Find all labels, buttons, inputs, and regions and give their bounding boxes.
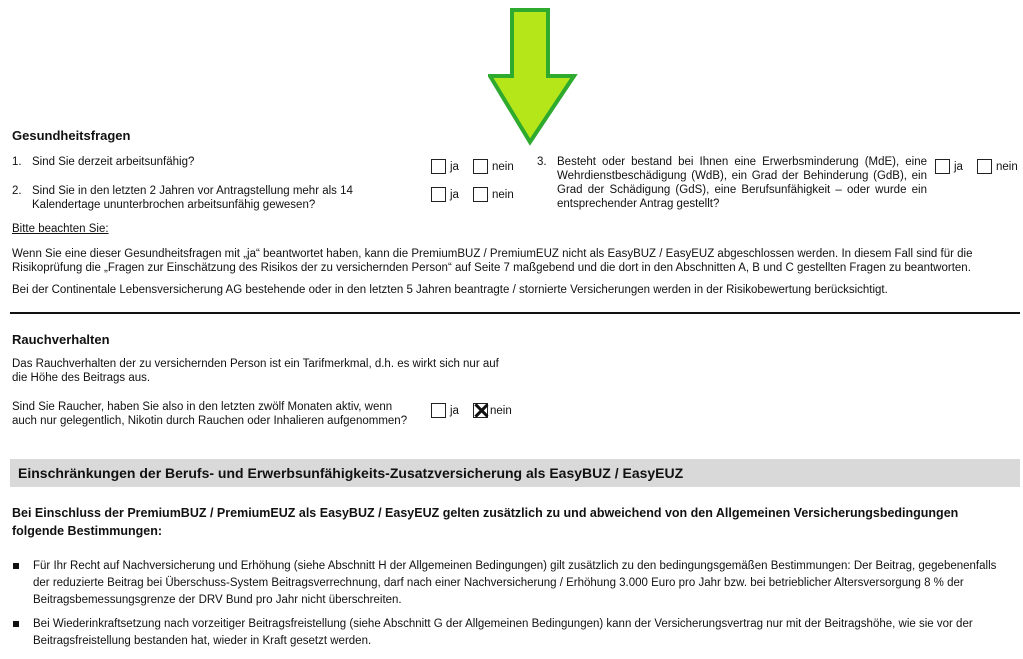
question-1-yes-checkbox[interactable] (431, 159, 446, 174)
question-3-no-checkbox[interactable] (977, 159, 992, 174)
note-title: Bitte beachten Sie: (12, 223, 109, 235)
note-text-2: Bei der Continentale Lebensversicherung AG bestehende oder in den letzten 5 Jahren beantragte / stornierte Versicherungen werden in der Risikobewertung berücksichtigt. (12, 284, 888, 296)
smoking-intro: Das Rauchverhalten der zu versichernden Person ist ein Tarifmerkmal, d.h. es wirkt sich nur auf die Höhe des Beitrags aus. (12, 358, 499, 384)
question-1-text: Sind Sie derzeit arbeitsunfähig? (32, 156, 195, 168)
question-2-yes-option[interactable]: ja (431, 186, 459, 204)
question-2-text: Sind Sie in den letzten 2 Jahren vor Antragstellung mehr als 14 Kalendertage ununterbrochen arbeitsunfähig gewesen? (32, 185, 353, 211)
smoking-no-option[interactable]: nein (473, 402, 512, 420)
smoking-yes-option[interactable]: ja (431, 402, 459, 420)
health-section-title: Gesundheitsfragen (12, 128, 131, 143)
question-2-no-checkbox[interactable] (473, 187, 488, 202)
bullet-1-text: Für Ihr Recht auf Nachversicherung und Erhöhung (siehe Abschnitt H der Allgemeinen Bedingungen) gilt zusätzlich zu den bedingungsgemäßen Bestimmungen: Der Beitrag, gegebenenfalls der reduzierte Beitrag bei Überschuss-System Beitragsverrechnung, darf nach einer Nachversicherung / Erhöhung 3.000 Euro pro Jahr bzw. bei betrieblicher Altersversorgung 8 % der Beitragsbemessungsgrenze der DRV Bund pro Jahr nicht überschreiten. (33, 560, 997, 606)
bullet-1-marker (13, 563, 19, 569)
question-3-text: Besteht oder bestand bei Ihnen eine Erwerbsminderung (MdE), eine Wehrdienstbeschädigung (WdB), ein Grad der Behinderung (GdB), ein Grad der Schädigung (GdS), eine Berufsunfähigkeit – oder wurde ein entsprechender Antrag gestellt? (557, 156, 927, 210)
question-3-number: 3. (537, 156, 547, 168)
smoking-no-checkbox[interactable] (473, 403, 488, 418)
restrictions-intro: Bei Einschluss der PremiumBUZ / PremiumEUZ als EasyBUZ / EasyEUZ gelten zusätzlich zu und abweichend von den Allgemeinen Versicherungsbedingungen folgende Bestimmungen: (12, 506, 959, 538)
question-1-number: 1. (12, 156, 22, 168)
down-arrow-icon (488, 8, 578, 146)
question-2-no-option[interactable]: nein (473, 186, 514, 204)
smoking-section-title: Rauchverhalten (12, 332, 110, 347)
note-text-1: Wenn Sie eine dieser Gesundheitsfragen mit „ja“ beantwortet haben, kann die PremiumBUZ / PremiumEUZ nicht als EasyBUZ / EasyEUZ abgeschlossen werden. In diesem Fall sind für die Risikoprüfung die „Fragen zur Einschätzung des Risikos der zu versichernden Person“ auf Seite 7 maßgebend und die dort in den Abschnitten A, B und C gestellten Fragen zu beantworten. (12, 248, 973, 274)
smoking-question: Sind Sie Raucher, haben Sie also in den letzten zwölf Monaten aktiv, wenn auch nur gelegentlich, Nikotin durch Rauchen oder Inhalieren aufgenommen? (12, 401, 408, 427)
question-1-no-option[interactable]: nein (473, 158, 514, 176)
bullet-2-marker (13, 621, 19, 627)
question-1-yes-option[interactable]: ja (431, 158, 459, 176)
question-3-yes-option[interactable]: ja (935, 158, 963, 176)
bullet-2-text: Bei Wiederinkraftsetzung nach vorzeitiger Beitragsfreistellung (siehe Abschnitt G der Allgemeinen Bedingungen) kann der Versicherungsvertrag nur mit der Beitragshöhe, wie sie vor der Beitragsfreistellung bestanden hat, wieder in Kraft gesetzt werden. (33, 618, 973, 647)
restrictions-header-band: Einschränkungen der Berufs- und Erwerbsunfähigkeits-Zusatzversicherung als EasyBUZ / EasyEUZ (10, 459, 1020, 487)
question-2-yes-checkbox[interactable] (431, 187, 446, 202)
section-divider (10, 312, 1020, 314)
question-1-no-checkbox[interactable] (473, 159, 488, 174)
question-3-yes-checkbox[interactable] (935, 159, 950, 174)
question-3-no-option[interactable]: nein (977, 158, 1018, 176)
smoking-yes-checkbox[interactable] (431, 403, 446, 418)
question-2-number: 2. (12, 185, 22, 197)
